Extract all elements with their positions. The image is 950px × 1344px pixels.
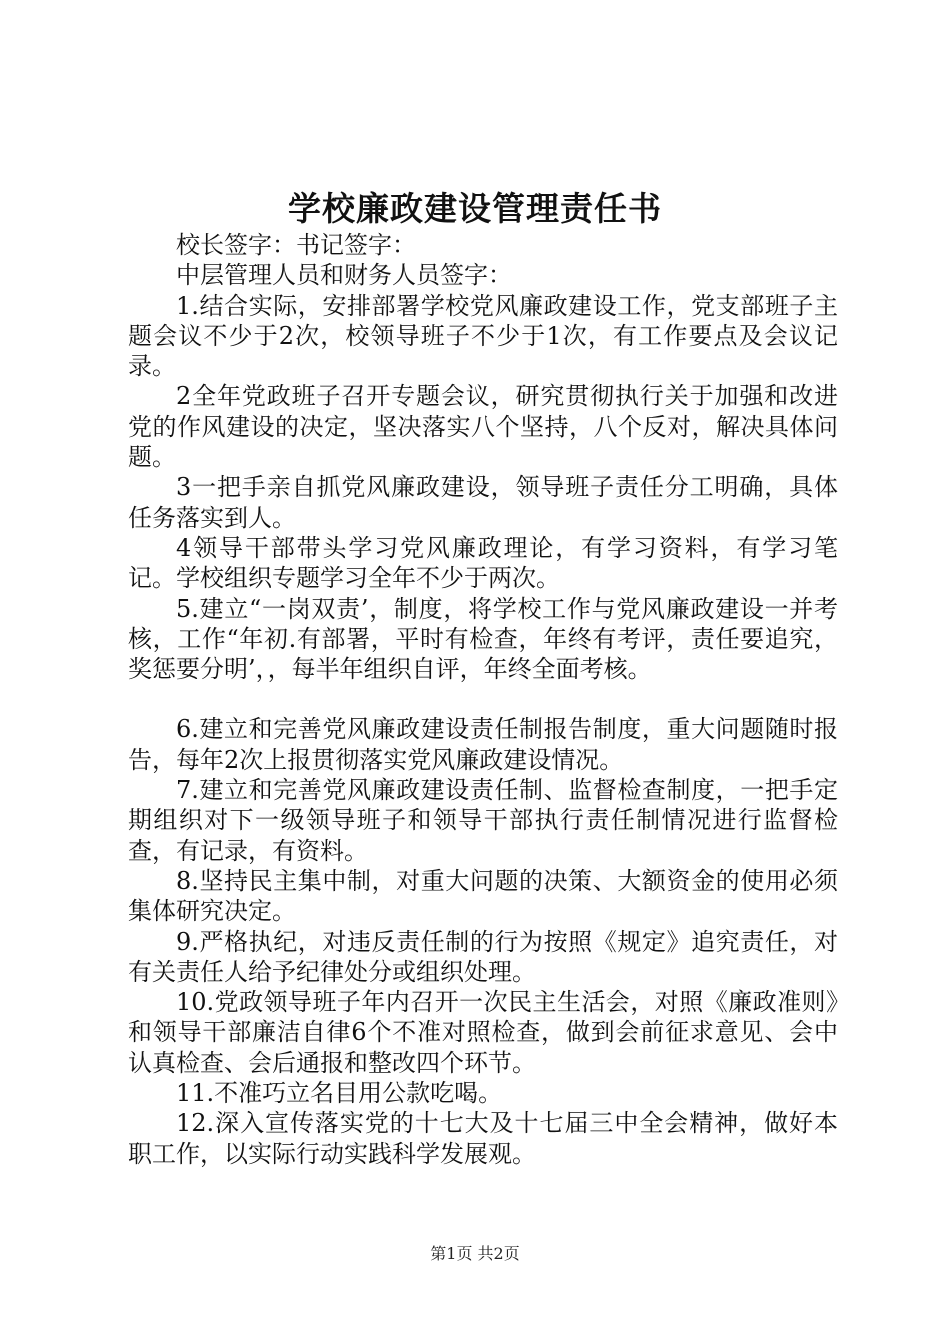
signature-line-principal-secretary: 校长签字：书记签字： <box>176 231 416 259</box>
clause-4: 4领导干部带头学习党风廉政理论，有学习资料，有学习笔记。学校组织专题学习全年不少于两次。 <box>128 533 838 593</box>
clause-1: 1.结合实际，安排部署学校党风廉政建设工作，党支部班子主题会议不少于2次，校领导班子不少于1次，有工作要点及会议记录。 <box>128 291 838 381</box>
clause-7: 7.建立和完善党风廉政建设责任制、监督检查制度，一把手定期组织对下一级领导班子和领导干部执行责任制情况进行监督检查，有记录，有资料。 <box>128 776 838 865</box>
clause-11: 11.不准巧立名目用公款吃喝。 <box>176 1079 503 1108</box>
page-number-footer: 第1页 共2页 <box>430 1244 520 1263</box>
document-body <box>128 230 838 1169</box>
clause-8: 8.坚持民主集中制，对重大问题的决策、大额资金的使用必须集体研究决定。 <box>128 866 838 926</box>
clause-2: 2全年党政班子召开专题会议，研究贯彻执行关于加强和改进党的作风建设的决定，坚决落实八个坚持，八个反对，解决具体问题。 <box>128 382 838 472</box>
clause-9: 9.严格执纪，对违反责任制的行为按照《规定》追究责任，对有关责任人给予纪律处分或组织处理。 <box>128 927 838 986</box>
signature-line-staff: 中层管理人员和财务人员签字： <box>176 261 512 290</box>
clause-5: 5.建立“一岗双责’，制度，将学校工作与党风廉政建设一并考核，工作“年初.有部署，平时有检查，年终有考评，责任要追究，奖惩要分明’，，每半年组织自评，年终全面考核。 <box>128 594 838 684</box>
clause-10: 10.党政领导班子年内召开一次民主生活会，对照《廉政准则》和领导干部廉洁自律6个不准对照检查，做到会前征求意见、会中认真检查、会后通报和整改四个环节。 <box>128 988 838 1077</box>
document-title: 学校廉政建设管理责任书 <box>288 189 662 228</box>
clause-12: 12.深入宣传落实党的十七大及十七届三中全会精神，做好本职工作，以实际行动实践科学发展观。 <box>128 1109 838 1168</box>
clause-3: 3一把手亲自抓党风廉政建设，领导班子责任分工明确，具体任务落实到人。 <box>128 473 838 532</box>
clause-6: 6.建立和完善党风廉政建设责任制报告制度，重大问题随时报告，每年2次上报贯彻落实党风廉政建设情况。 <box>128 715 838 774</box>
